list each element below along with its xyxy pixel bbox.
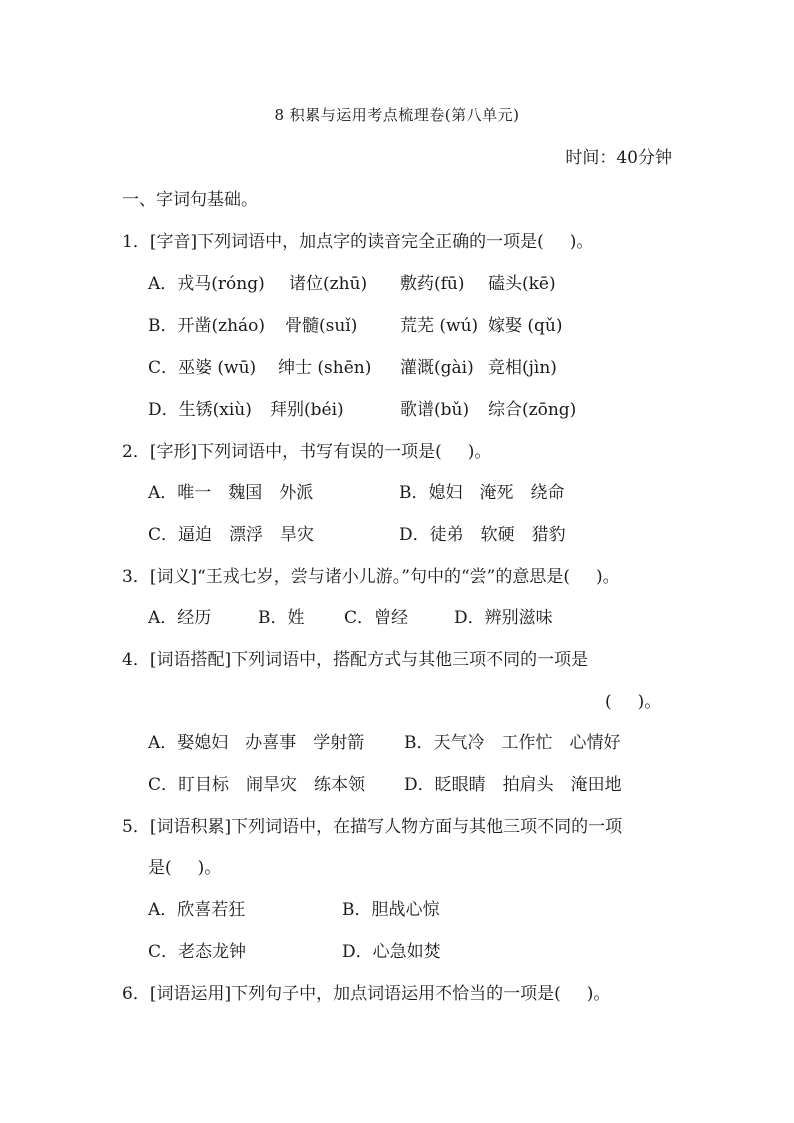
question-2-stem: 2．[字形]下列词语中，书写有误的一项是( )。	[122, 442, 492, 462]
question-4-stem: 4．[词语搭配]下列词语中，搭配方式与其他三项不同的一项是	[122, 650, 589, 670]
question-1-option-c: C．巫婆 (wū) 绅士 (shēn) 灌溉(gài) 竞相(jìn)	[148, 358, 557, 378]
question-4-answer-blank: ( )。	[605, 692, 662, 712]
question-5-options-cd: C．老态龙钟 D．心急如焚	[148, 942, 441, 962]
question-1-stem: 1．[字音]下列词语中，加点字的读音完全正确的一项是( )。	[122, 232, 594, 252]
page-title: 8 积累与运用考点梳理卷(第八单元)	[274, 106, 520, 124]
question-5-stem: 5．[词语积累]下列词语中，在描写人物方面与其他三项不同的一项	[122, 817, 623, 837]
question-1-option-d: D．生锈(xiù) 拜别(béi) 歌谱(bǔ) 综合(zōng)	[148, 400, 577, 420]
section-heading: 一、字词句基础。	[122, 190, 258, 210]
question-3-options: A．经历 B．姓 C．曾经 D．辨别滋味	[148, 608, 553, 628]
question-5-options-ab: A．欣喜若狂 B．胆战心惊	[148, 900, 440, 920]
question-6-stem: 6．[词语运用]下列句子中，加点词语运用不恰当的一项是( )。	[122, 984, 611, 1004]
question-1-option-b: B．开凿(zháo) 骨髓(suǐ) 荒芜 (wú) 嫁娶 (qǔ)	[148, 316, 563, 336]
question-1-option-a: A．戎马(róng) 诸位(zhū) 敷药(fū) 磕头(kē)	[148, 274, 556, 294]
question-4-options-cd: C．盯目标 闹旱灾 练本领 D．眨眼睛 拍肩头 淹田地	[148, 775, 622, 795]
question-3-stem: 3．[词义]“王戎七岁，尝与诸小儿游。”句中的“尝”的意思是( )。	[122, 567, 620, 587]
question-4-options-ab: A．娶媳妇 办喜事 学射箭 B．天气冷 工作忙 心情好	[148, 733, 621, 753]
question-2-options-cd: C．逼迫 漂浮 旱灾 D．徒弟 软硬 猎豹	[148, 525, 566, 545]
question-2-options-ab: A．唯一 魏国 外派 B．媳妇 淹死 绕命	[148, 483, 565, 503]
question-5-stem-continued: 是( )。	[148, 858, 222, 878]
time-limit: 时间：40分钟	[565, 148, 672, 168]
